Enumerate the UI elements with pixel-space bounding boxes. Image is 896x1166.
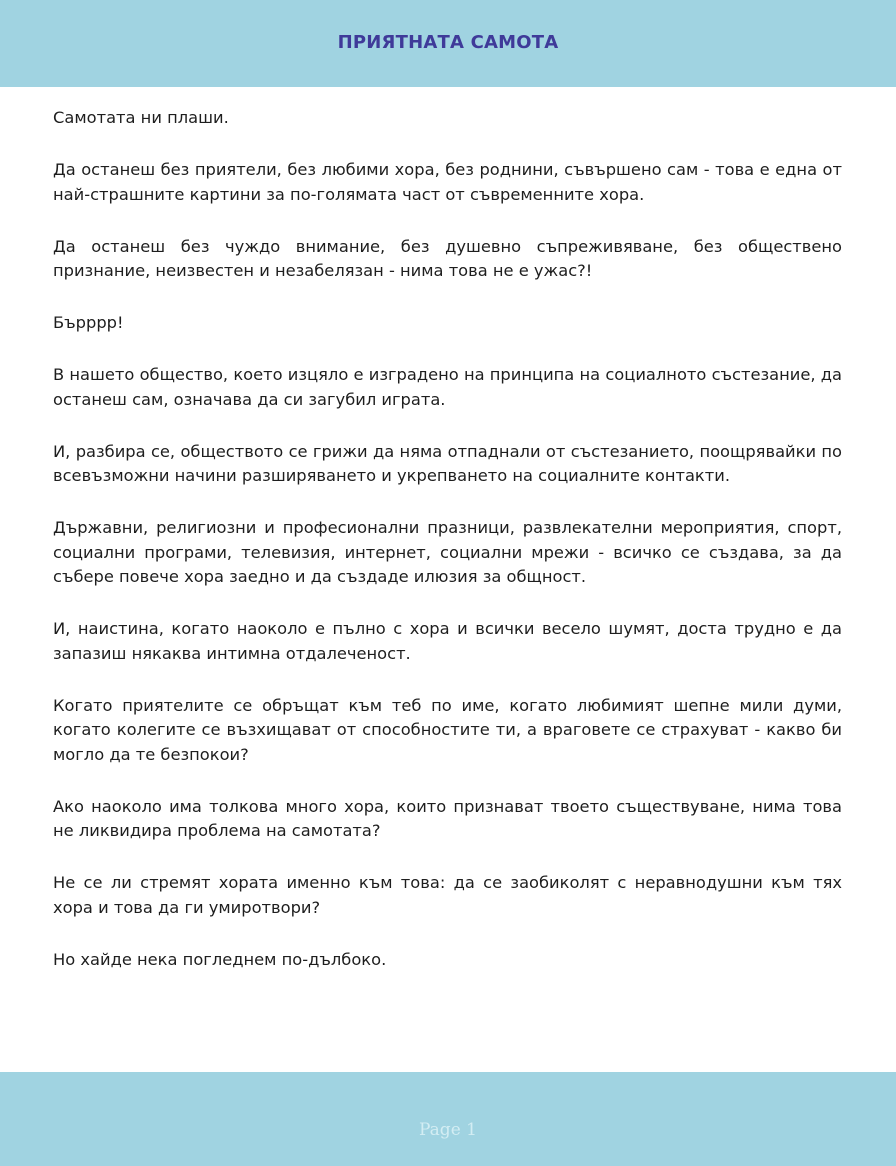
page-footer: [0, 1072, 896, 1166]
paragraph: И, разбира се, обществото се грижи да няма отпаднали от състезанието, поощрявайки по всевъзможни начини разширяването и укрепването на социалните контакти.: [53, 441, 842, 485]
paragraph: И, наистина, когато наоколо е пълно с хора и всички весело шумят, доста трудно е да запазиш някаква интимна отдалеченост.: [53, 619, 842, 663]
document-title: ПРИЯТНАТА САМОТА: [337, 32, 559, 53]
paragraph: Самотата ни плаши.: [53, 108, 229, 127]
page-header: [0, 0, 896, 87]
paragraph: В нашето общество, което изцяло е изградено на принципа на социалното състезание, да останеш сам, означава да си загубил играта.: [53, 365, 842, 409]
paragraph: Ако наоколо има толкова много хора, които признават твоето съществуване, нима това не ликвидира проблема на самотата?: [53, 796, 842, 840]
document-body: [53, 106, 842, 1000]
paragraph: Да останеш без чуждо внимание, без душевно съпреживяване, без обществено признание, неизвестен и незабелязан - нима това не е ужас?!: [53, 236, 842, 280]
paragraph: Но хайде нека погледнем по-дълбоко.: [53, 949, 387, 969]
page-number: Page 1: [419, 1120, 477, 1140]
paragraph: Не се ли стремят хората именно към това: да се заобиколят с неравнодушни към тях хора и това да ги умиротвори?: [53, 873, 842, 917]
paragraph: Бърррр!: [53, 313, 124, 332]
paragraph: Държавни, религиозни и професионални празници, развлекателни мероприятия, спорт, социални програми, телевизия, интернет, социални мрежи - всичко се създава, за да събере повече хора заедно и да създаде илюзия за общност.: [53, 518, 842, 586]
paragraph: Когато приятелите се обръщат към теб по име, когато любимият шепне мили думи, когато колегите се възхищават от способностите ти, а враговете се страхуват - какво би могло да те безпокои?: [53, 695, 842, 764]
paragraph: Да останеш без приятели, без любими хора, без роднини, съвършено сам - това е една от най-страшните картини за по-голямата част от съвременните хора.: [53, 160, 842, 204]
